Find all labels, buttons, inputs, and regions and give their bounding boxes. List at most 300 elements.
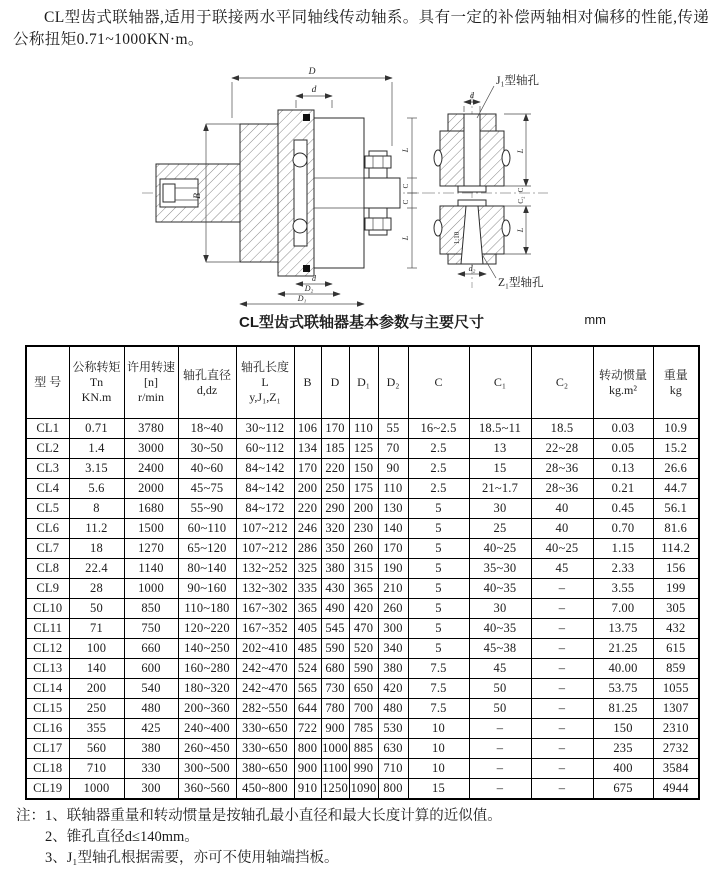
value-cell: 380~650 <box>236 759 294 779</box>
value-cell: 365 <box>294 599 321 619</box>
model-cell: CL17 <box>26 739 69 759</box>
value-cell: 114.2 <box>653 539 699 559</box>
value-cell: 110 <box>378 479 408 499</box>
value-cell: 2.5 <box>408 459 469 479</box>
value-cell: 480 <box>124 699 178 719</box>
taper-label: 1:10 <box>453 231 461 245</box>
value-cell: 15.2 <box>653 439 699 459</box>
column-header: C₂ <box>531 346 593 419</box>
value-cell: 60~112 <box>236 439 294 459</box>
value-cell: 18.5~11 <box>469 419 531 439</box>
value-cell: 335 <box>294 579 321 599</box>
value-cell: – <box>531 639 593 659</box>
dim-label-d-bottom: d <box>312 274 316 283</box>
value-cell: 21.25 <box>593 639 653 659</box>
table-unit-label: mm <box>584 312 606 327</box>
value-cell: 170 <box>378 539 408 559</box>
value-cell: 700 <box>349 699 378 719</box>
value-cell: 900 <box>321 719 349 739</box>
model-cell: CL19 <box>26 779 69 800</box>
value-cell: 40~60 <box>178 459 236 479</box>
value-cell: 220 <box>321 459 349 479</box>
table-row <box>26 639 699 659</box>
value-cell: 200 <box>294 479 321 499</box>
value-cell: 185 <box>321 439 349 459</box>
table-row <box>26 659 699 679</box>
value-cell: 5.6 <box>69 479 124 499</box>
table-head <box>26 346 699 419</box>
value-cell: 560 <box>69 739 124 759</box>
value-cell: 10 <box>408 719 469 739</box>
model-cell: CL8 <box>26 559 69 579</box>
value-cell: 2732 <box>653 739 699 759</box>
value-cell: 5 <box>408 639 469 659</box>
value-cell: 22.4 <box>69 559 124 579</box>
value-cell: 420 <box>378 679 408 699</box>
value-cell: 150 <box>349 459 378 479</box>
value-cell: 134 <box>294 439 321 459</box>
value-cell: 167~352 <box>236 619 294 639</box>
model-cell: CL10 <box>26 599 69 619</box>
value-cell: 380 <box>321 559 349 579</box>
value-cell: 3.15 <box>69 459 124 479</box>
value-cell: 210 <box>378 579 408 599</box>
value-cell: 65~120 <box>178 539 236 559</box>
value-cell: 10 <box>408 759 469 779</box>
value-cell: 53.75 <box>593 679 653 699</box>
value-cell: 107~212 <box>236 519 294 539</box>
value-cell: 286 <box>294 539 321 559</box>
dim-label-L-right-bottom: L <box>516 227 525 233</box>
value-cell: 80~140 <box>178 559 236 579</box>
value-cell: 3000 <box>124 439 178 459</box>
dim-label-C-left-top: C <box>402 183 410 189</box>
value-cell: 425 <box>124 719 178 739</box>
model-cell: CL14 <box>26 679 69 699</box>
value-cell: 1680 <box>124 499 178 519</box>
value-cell: 340 <box>378 639 408 659</box>
value-cell: – <box>531 659 593 679</box>
z1-hole-label: Z₁型轴孔 <box>498 277 544 289</box>
value-cell: – <box>469 759 531 779</box>
value-cell: 106 <box>294 419 321 439</box>
value-cell: 110~180 <box>178 599 236 619</box>
value-cell: 140 <box>69 659 124 679</box>
value-cell: 490 <box>321 599 349 619</box>
value-cell: – <box>469 739 531 759</box>
value-cell: 355 <box>69 719 124 739</box>
value-cell: 107~212 <box>236 539 294 559</box>
value-cell: 40~25 <box>531 539 593 559</box>
value-cell: 84~172 <box>236 499 294 519</box>
value-cell: 282~550 <box>236 699 294 719</box>
value-cell: 260 <box>349 539 378 559</box>
value-cell: 710 <box>378 759 408 779</box>
value-cell: 650 <box>349 679 378 699</box>
column-header: D <box>321 346 349 419</box>
value-cell: 220 <box>294 499 321 519</box>
table-row <box>26 479 699 499</box>
value-cell: 1000 <box>124 579 178 599</box>
value-cell: 10.9 <box>653 419 699 439</box>
value-cell: 202~410 <box>236 639 294 659</box>
value-cell: 1.15 <box>593 539 653 559</box>
value-cell: 45~38 <box>469 639 531 659</box>
value-cell: 240~400 <box>178 719 236 739</box>
model-cell: CL5 <box>26 499 69 519</box>
value-cell: 405 <box>294 619 321 639</box>
value-cell: 199 <box>653 579 699 599</box>
value-cell: 420 <box>349 599 378 619</box>
value-cell: 2.5 <box>408 439 469 459</box>
value-cell: 0.45 <box>593 499 653 519</box>
value-cell: 242~470 <box>236 679 294 699</box>
value-cell: 615 <box>653 639 699 659</box>
value-cell: 15 <box>469 459 531 479</box>
value-cell: 260 <box>378 599 408 619</box>
table-row <box>26 419 699 439</box>
value-cell: 7.5 <box>408 699 469 719</box>
value-cell: 0.70 <box>593 519 653 539</box>
value-cell: 0.71 <box>69 419 124 439</box>
value-cell: 315 <box>349 559 378 579</box>
value-cell: 150 <box>593 719 653 739</box>
value-cell: 350 <box>321 539 349 559</box>
value-cell: 360~560 <box>178 779 236 800</box>
value-cell: 1140 <box>124 559 178 579</box>
value-cell: 430 <box>321 579 349 599</box>
table-row <box>26 559 699 579</box>
value-cell: 45 <box>469 659 531 679</box>
table-row <box>26 439 699 459</box>
value-cell: – <box>531 699 593 719</box>
value-cell: 590 <box>349 659 378 679</box>
model-cell: CL1 <box>26 419 69 439</box>
value-cell: 3584 <box>653 759 699 779</box>
value-cell: 84~142 <box>236 459 294 479</box>
value-cell: 722 <box>294 719 321 739</box>
model-cell: CL18 <box>26 759 69 779</box>
value-cell: 90 <box>378 459 408 479</box>
value-cell: 470 <box>349 619 378 639</box>
model-cell: CL9 <box>26 579 69 599</box>
value-cell: 250 <box>69 699 124 719</box>
dim-label-d-top: d <box>311 85 317 95</box>
value-cell: 885 <box>349 739 378 759</box>
table-row <box>26 579 699 599</box>
value-cell: 600 <box>124 659 178 679</box>
value-cell: 235 <box>593 739 653 759</box>
dim-label-D: D <box>308 67 316 77</box>
model-cell: CL4 <box>26 479 69 499</box>
column-header: 许用转速 [n] r/min <box>124 346 178 419</box>
model-cell: CL16 <box>26 719 69 739</box>
value-cell: 1055 <box>653 679 699 699</box>
value-cell: 132~252 <box>236 559 294 579</box>
value-cell: 18 <box>69 539 124 559</box>
column-header: 型 号 <box>26 346 69 419</box>
value-cell: 400 <box>593 759 653 779</box>
intro-paragraph: CL型齿式联轴器,适用于联接两水平同轴线传动轴系。具有一定的补偿两轴相对偏移的性能,传递公称扭矩0.71~1000KN·m。 <box>13 9 710 48</box>
value-cell: 180~320 <box>178 679 236 699</box>
value-cell: 0.03 <box>593 419 653 439</box>
value-cell: 260~450 <box>178 739 236 759</box>
value-cell: 380 <box>378 659 408 679</box>
table-body <box>26 419 699 800</box>
dim-label-d2: d₂ <box>468 264 476 273</box>
value-cell: 5 <box>408 539 469 559</box>
dim-label-C-right: C <box>517 187 525 193</box>
value-cell: – <box>531 599 593 619</box>
value-cell: 250 <box>321 479 349 499</box>
value-cell: 644 <box>294 699 321 719</box>
value-cell: 785 <box>349 719 378 739</box>
value-cell: 305 <box>653 599 699 619</box>
value-cell: 290 <box>321 499 349 519</box>
value-cell: 50 <box>69 599 124 619</box>
value-cell: 28 <box>69 579 124 599</box>
value-cell: 26.6 <box>653 459 699 479</box>
value-cell: 60~110 <box>178 519 236 539</box>
value-cell: 330~650 <box>236 739 294 759</box>
value-cell: 8 <box>69 499 124 519</box>
value-cell: 18.5 <box>531 419 593 439</box>
value-cell: 1.4 <box>69 439 124 459</box>
notes-prefix: 注： <box>16 808 45 824</box>
value-cell: 380 <box>124 739 178 759</box>
value-cell: 0.13 <box>593 459 653 479</box>
table-title: CL型齿式联轴器基本参数与主要尺寸 <box>239 314 484 331</box>
value-cell: 11.2 <box>69 519 124 539</box>
model-cell: CL6 <box>26 519 69 539</box>
value-cell: 432 <box>653 619 699 639</box>
dim-label-d-right: d <box>470 91 474 100</box>
shaft-hole-detail-view <box>424 73 548 289</box>
value-cell: 44.7 <box>653 479 699 499</box>
value-cell: 120~220 <box>178 619 236 639</box>
value-cell: 15 <box>408 779 469 800</box>
value-cell: 450~800 <box>236 779 294 800</box>
value-cell: 13.75 <box>593 619 653 639</box>
value-cell: 30~112 <box>236 419 294 439</box>
value-cell: – <box>531 579 593 599</box>
column-header: C <box>408 346 469 419</box>
value-cell: 18~40 <box>178 419 236 439</box>
table-row <box>26 499 699 519</box>
value-cell: 7.5 <box>408 659 469 679</box>
value-cell: 590 <box>321 639 349 659</box>
value-cell: 246 <box>294 519 321 539</box>
dim-label-L-left-top: L <box>401 147 410 153</box>
value-cell: – <box>531 759 593 779</box>
value-cell: 300~500 <box>178 759 236 779</box>
column-header: 公称转矩 Tn KN.m <box>69 346 124 419</box>
value-cell: 140 <box>378 519 408 539</box>
value-cell: 675 <box>593 779 653 800</box>
value-cell: – <box>531 679 593 699</box>
table-row <box>26 739 699 759</box>
value-cell: 330 <box>124 759 178 779</box>
table-row <box>26 459 699 479</box>
value-cell: 170 <box>294 459 321 479</box>
value-cell: 81.25 <box>593 699 653 719</box>
table-row <box>26 719 699 739</box>
value-cell: 630 <box>378 739 408 759</box>
value-cell: 25 <box>469 519 531 539</box>
column-header: D₂ <box>378 346 408 419</box>
value-cell: 40~35 <box>469 619 531 639</box>
value-cell: 1270 <box>124 539 178 559</box>
value-cell: 30 <box>469 599 531 619</box>
note-item: 1、联轴器重量和转动惯量是按轴孔最小直径和最大长度计算的近似值。 <box>45 808 502 824</box>
value-cell: 3780 <box>124 419 178 439</box>
model-cell: CL11 <box>26 619 69 639</box>
value-cell: 5 <box>408 619 469 639</box>
value-cell: 30 <box>469 499 531 519</box>
table-row <box>26 539 699 559</box>
value-cell: 84~142 <box>236 479 294 499</box>
value-cell: 660 <box>124 639 178 659</box>
value-cell: 28~36 <box>531 459 593 479</box>
value-cell: 90~160 <box>178 579 236 599</box>
value-cell: 540 <box>124 679 178 699</box>
value-cell: 1000 <box>69 779 124 800</box>
value-cell: 28~36 <box>531 479 593 499</box>
value-cell: 1250 <box>321 779 349 800</box>
j1-hole-label: J₁型轴孔 <box>496 75 539 87</box>
value-cell: 710 <box>69 759 124 779</box>
value-cell: 1090 <box>349 779 378 800</box>
value-cell: 1000 <box>321 739 349 759</box>
value-cell: 780 <box>321 699 349 719</box>
value-cell: 485 <box>294 639 321 659</box>
dim-label-L-right-top: L <box>516 148 525 154</box>
column-header: 轴孔直径 d,dz <box>178 346 236 419</box>
value-cell: 2400 <box>124 459 178 479</box>
dim-label-D2: D₂ <box>304 284 314 293</box>
table-row <box>26 699 699 719</box>
value-cell: 330~650 <box>236 719 294 739</box>
value-cell: 565 <box>294 679 321 699</box>
figure-area <box>0 56 725 308</box>
table-header-row <box>26 346 699 419</box>
value-cell: 167~302 <box>236 599 294 619</box>
dim-label-B: B <box>193 193 203 199</box>
notes-list <box>45 806 716 869</box>
value-cell: 4944 <box>653 779 699 800</box>
value-cell: 40.00 <box>593 659 653 679</box>
value-cell: 156 <box>653 559 699 579</box>
value-cell: 30~50 <box>178 439 236 459</box>
value-cell: 5 <box>408 599 469 619</box>
value-cell: – <box>531 739 593 759</box>
value-cell: 859 <box>653 659 699 679</box>
value-cell: 170 <box>321 419 349 439</box>
value-cell: 7.5 <box>408 679 469 699</box>
value-cell: 850 <box>124 599 178 619</box>
value-cell: 70 <box>378 439 408 459</box>
value-cell: – <box>531 779 593 800</box>
table-row <box>26 779 699 800</box>
column-header: 轴孔长度 L y,J₁,Z₁ <box>236 346 294 419</box>
value-cell: 50 <box>469 679 531 699</box>
value-cell: 800 <box>294 739 321 759</box>
value-cell: 81.6 <box>653 519 699 539</box>
value-cell: 325 <box>294 559 321 579</box>
value-cell: 0.05 <box>593 439 653 459</box>
value-cell: 910 <box>294 779 321 800</box>
value-cell: 35~30 <box>469 559 531 579</box>
value-cell: 990 <box>349 759 378 779</box>
value-cell: 2.33 <box>593 559 653 579</box>
parameters-table <box>25 345 700 800</box>
value-cell: 125 <box>349 439 378 459</box>
value-cell: 524 <box>294 659 321 679</box>
value-cell: 5 <box>408 519 469 539</box>
model-cell: CL15 <box>26 699 69 719</box>
value-cell: 190 <box>378 559 408 579</box>
value-cell: 520 <box>349 639 378 659</box>
value-cell: 5 <box>408 559 469 579</box>
value-cell: 13 <box>469 439 531 459</box>
value-cell: 21~1.7 <box>469 479 531 499</box>
value-cell: 45~75 <box>178 479 236 499</box>
value-cell: 300 <box>378 619 408 639</box>
value-cell: 132~302 <box>236 579 294 599</box>
value-cell: 40~35 <box>469 579 531 599</box>
technical-drawing <box>0 56 725 308</box>
column-header: 重量 kg <box>653 346 699 419</box>
value-cell: 750 <box>124 619 178 639</box>
value-cell: 55~90 <box>178 499 236 519</box>
table-title-row <box>25 311 698 332</box>
value-cell: 160~280 <box>178 659 236 679</box>
value-cell: 7.00 <box>593 599 653 619</box>
value-cell: – <box>531 619 593 639</box>
value-cell: 130 <box>378 499 408 519</box>
table-row <box>26 519 699 539</box>
table-row <box>26 619 699 639</box>
notes-block <box>16 806 716 869</box>
value-cell: 680 <box>321 659 349 679</box>
value-cell: 45 <box>531 559 593 579</box>
dim-label-D1: D₁ <box>297 294 307 303</box>
value-cell: 2.5 <box>408 479 469 499</box>
value-cell: 200 <box>349 499 378 519</box>
value-cell: 5 <box>408 499 469 519</box>
value-cell: 900 <box>294 759 321 779</box>
value-cell: 1100 <box>321 759 349 779</box>
model-cell: CL2 <box>26 439 69 459</box>
value-cell: – <box>469 719 531 739</box>
value-cell: 40 <box>531 519 593 539</box>
value-cell: 40 <box>531 499 593 519</box>
value-cell: 320 <box>321 519 349 539</box>
model-cell: CL13 <box>26 659 69 679</box>
value-cell: 56.1 <box>653 499 699 519</box>
value-cell: 3.55 <box>593 579 653 599</box>
value-cell: 530 <box>378 719 408 739</box>
table-row <box>26 759 699 779</box>
model-cell: CL12 <box>26 639 69 659</box>
value-cell: 365 <box>349 579 378 599</box>
value-cell: 0.21 <box>593 479 653 499</box>
model-cell: CL7 <box>26 539 69 559</box>
value-cell: 2000 <box>124 479 178 499</box>
value-cell: 1307 <box>653 699 699 719</box>
value-cell: 140~250 <box>178 639 236 659</box>
value-cell: 175 <box>349 479 378 499</box>
